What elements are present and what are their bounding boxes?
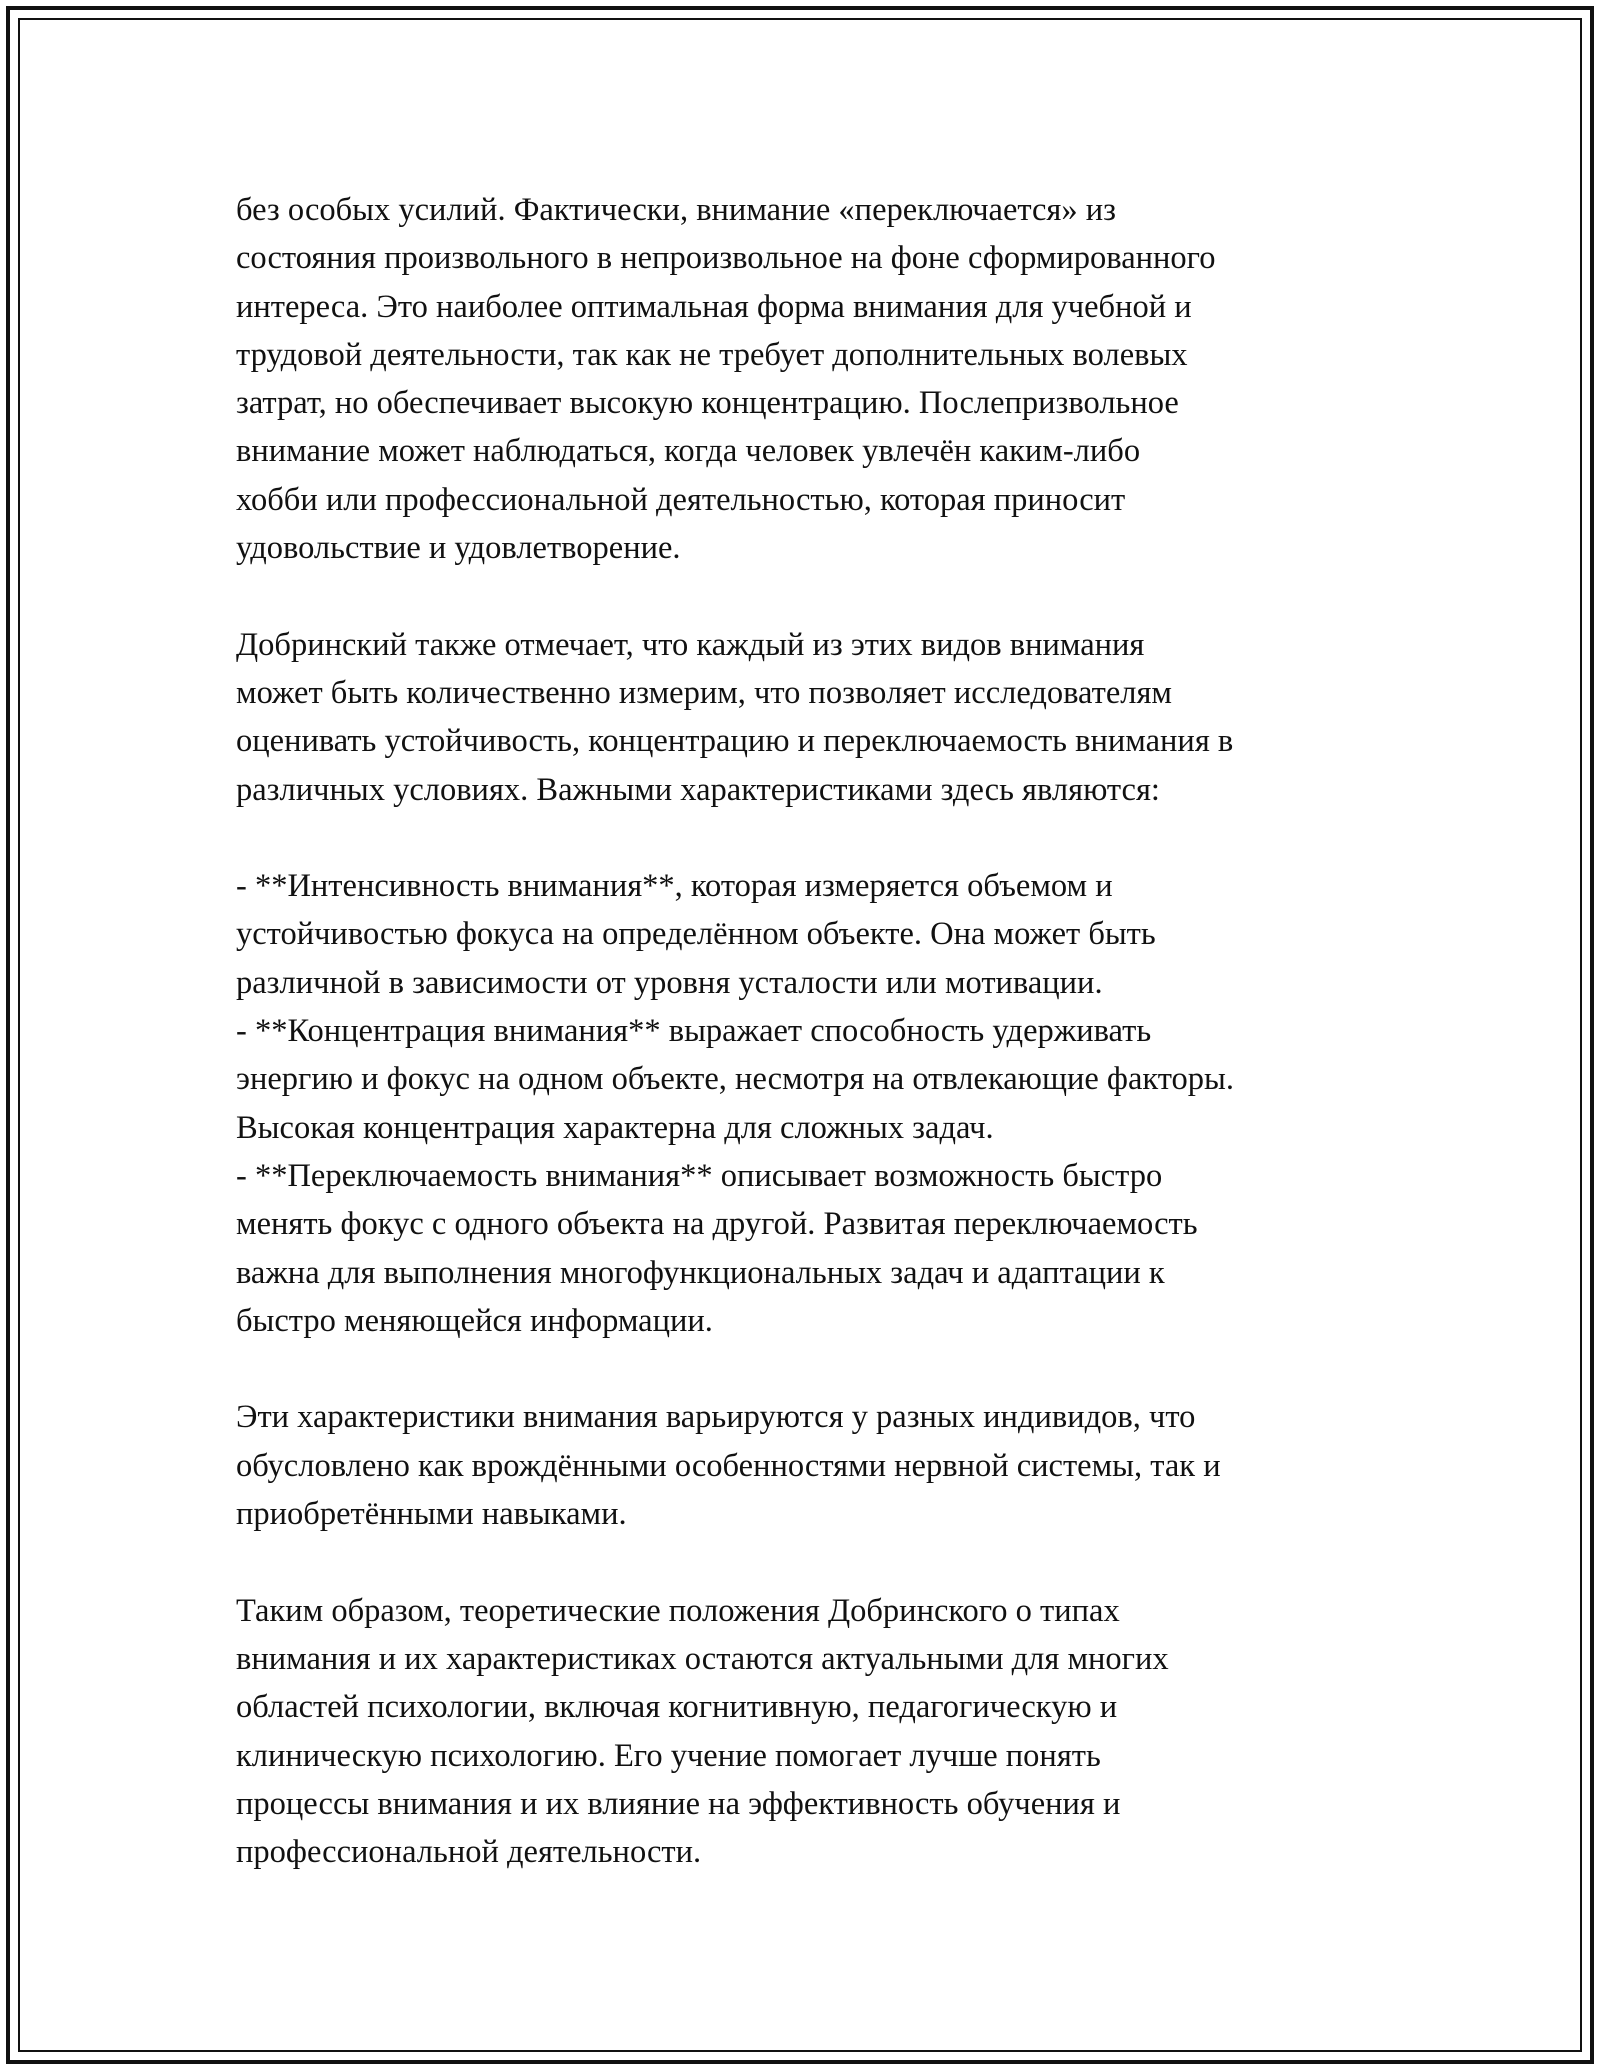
paragraph-2 <box>236 621 1386 814</box>
text-line: профессиональной деятельности. <box>236 1834 702 1871</box>
text-line: хобби или профессиональной деятельностью, которая приносит <box>236 481 1126 518</box>
text-line: Эти характеристики внимания варьируются у разных индивидов, что <box>236 1399 1196 1436</box>
paragraph-spacer <box>236 814 1386 862</box>
document-body <box>236 186 1386 1876</box>
text-line: Таким образом, теоретические положения Добринского о типах <box>236 1592 1120 1629</box>
text-line: внимание может наблюдаться, когда человек увлечён каким-либо <box>236 433 1141 470</box>
text-line: процессы внимания и их влияние на эффективность обучения и <box>236 1785 1121 1822</box>
text-line: без особых усилий. Фактически, внимание «переключается» из <box>236 192 1116 228</box>
list-item-line: энергию и фокус на одном объекте, несмотря на отвлекающие факторы. <box>236 1061 1234 1098</box>
paragraph-3-list <box>236 862 1386 1345</box>
text-line: удовольствие и удовлетворение. <box>236 530 681 567</box>
list-item-line: быстро меняющейся информации. <box>236 1302 713 1339</box>
text-line: затрат, но обеспечивает высокую концентрацию. Послепризвольное <box>236 385 1179 422</box>
text-line: приобретёнными навыками. <box>236 1496 627 1533</box>
list-item-line: - **Интенсивность внимания**, которая измеряется объемом и <box>236 868 1113 905</box>
text-line: оценивать устойчивость, концентрацию и переключаемость внимания в <box>236 723 1234 760</box>
paragraph-spacer <box>236 572 1386 620</box>
list-item-line: - **Концентрация внимания** выражает способность удерживать <box>236 1013 1152 1050</box>
text-line: Добринский также отмечает, что каждый из этих видов внимания <box>236 626 1145 663</box>
list-item-line: устойчивостью фокуса на определённом объекте. Она может быть <box>236 916 1156 953</box>
text-line: клиническую психологию. Его учение помогает лучше понять <box>236 1737 1101 1774</box>
text-line: внимания и их характеристиках остаются актуальными для многих <box>236 1640 1169 1677</box>
paragraph-1 <box>236 186 1386 572</box>
paragraph-spacer <box>236 1345 1386 1393</box>
text-line: областей психологии, включая когнитивную, педагогическую и <box>236 1689 1118 1726</box>
list-item-line: важна для выполнения многофункциональных задач и адаптации к <box>236 1254 1165 1291</box>
list-item-line: Высокая концентрация характерна для сложных задач. <box>236 1109 994 1146</box>
paragraph-spacer <box>236 1538 1386 1586</box>
list-item-line: менять фокус с одного объекта на другой. Развитая переключаемость <box>236 1206 1198 1243</box>
list-item-line: различной в зависимости от уровня усталости или мотивации. <box>236 964 1103 1001</box>
text-line: может быть количественно измерим, что позволяет исследователям <box>236 674 1172 711</box>
text-line: интереса. Это наиболее оптимальная форма внимания для учебной и <box>236 288 1192 325</box>
paragraph-5 <box>236 1587 1386 1877</box>
text-line: обусловлено как врождёнными особенностями нервной системы, так и <box>236 1447 1221 1484</box>
list-item-line: - **Переключаемость внимания** описывает возможность быстро <box>236 1157 1163 1194</box>
text-line: состояния произвольного в непроизвольное на фоне сформированного <box>236 240 1216 277</box>
text-line: различных условиях. Важными характеристиками здесь являются: <box>236 771 1160 808</box>
paragraph-4 <box>236 1393 1386 1538</box>
text-line: трудовой деятельности, так как не требует дополнительных волевых <box>236 336 1188 373</box>
